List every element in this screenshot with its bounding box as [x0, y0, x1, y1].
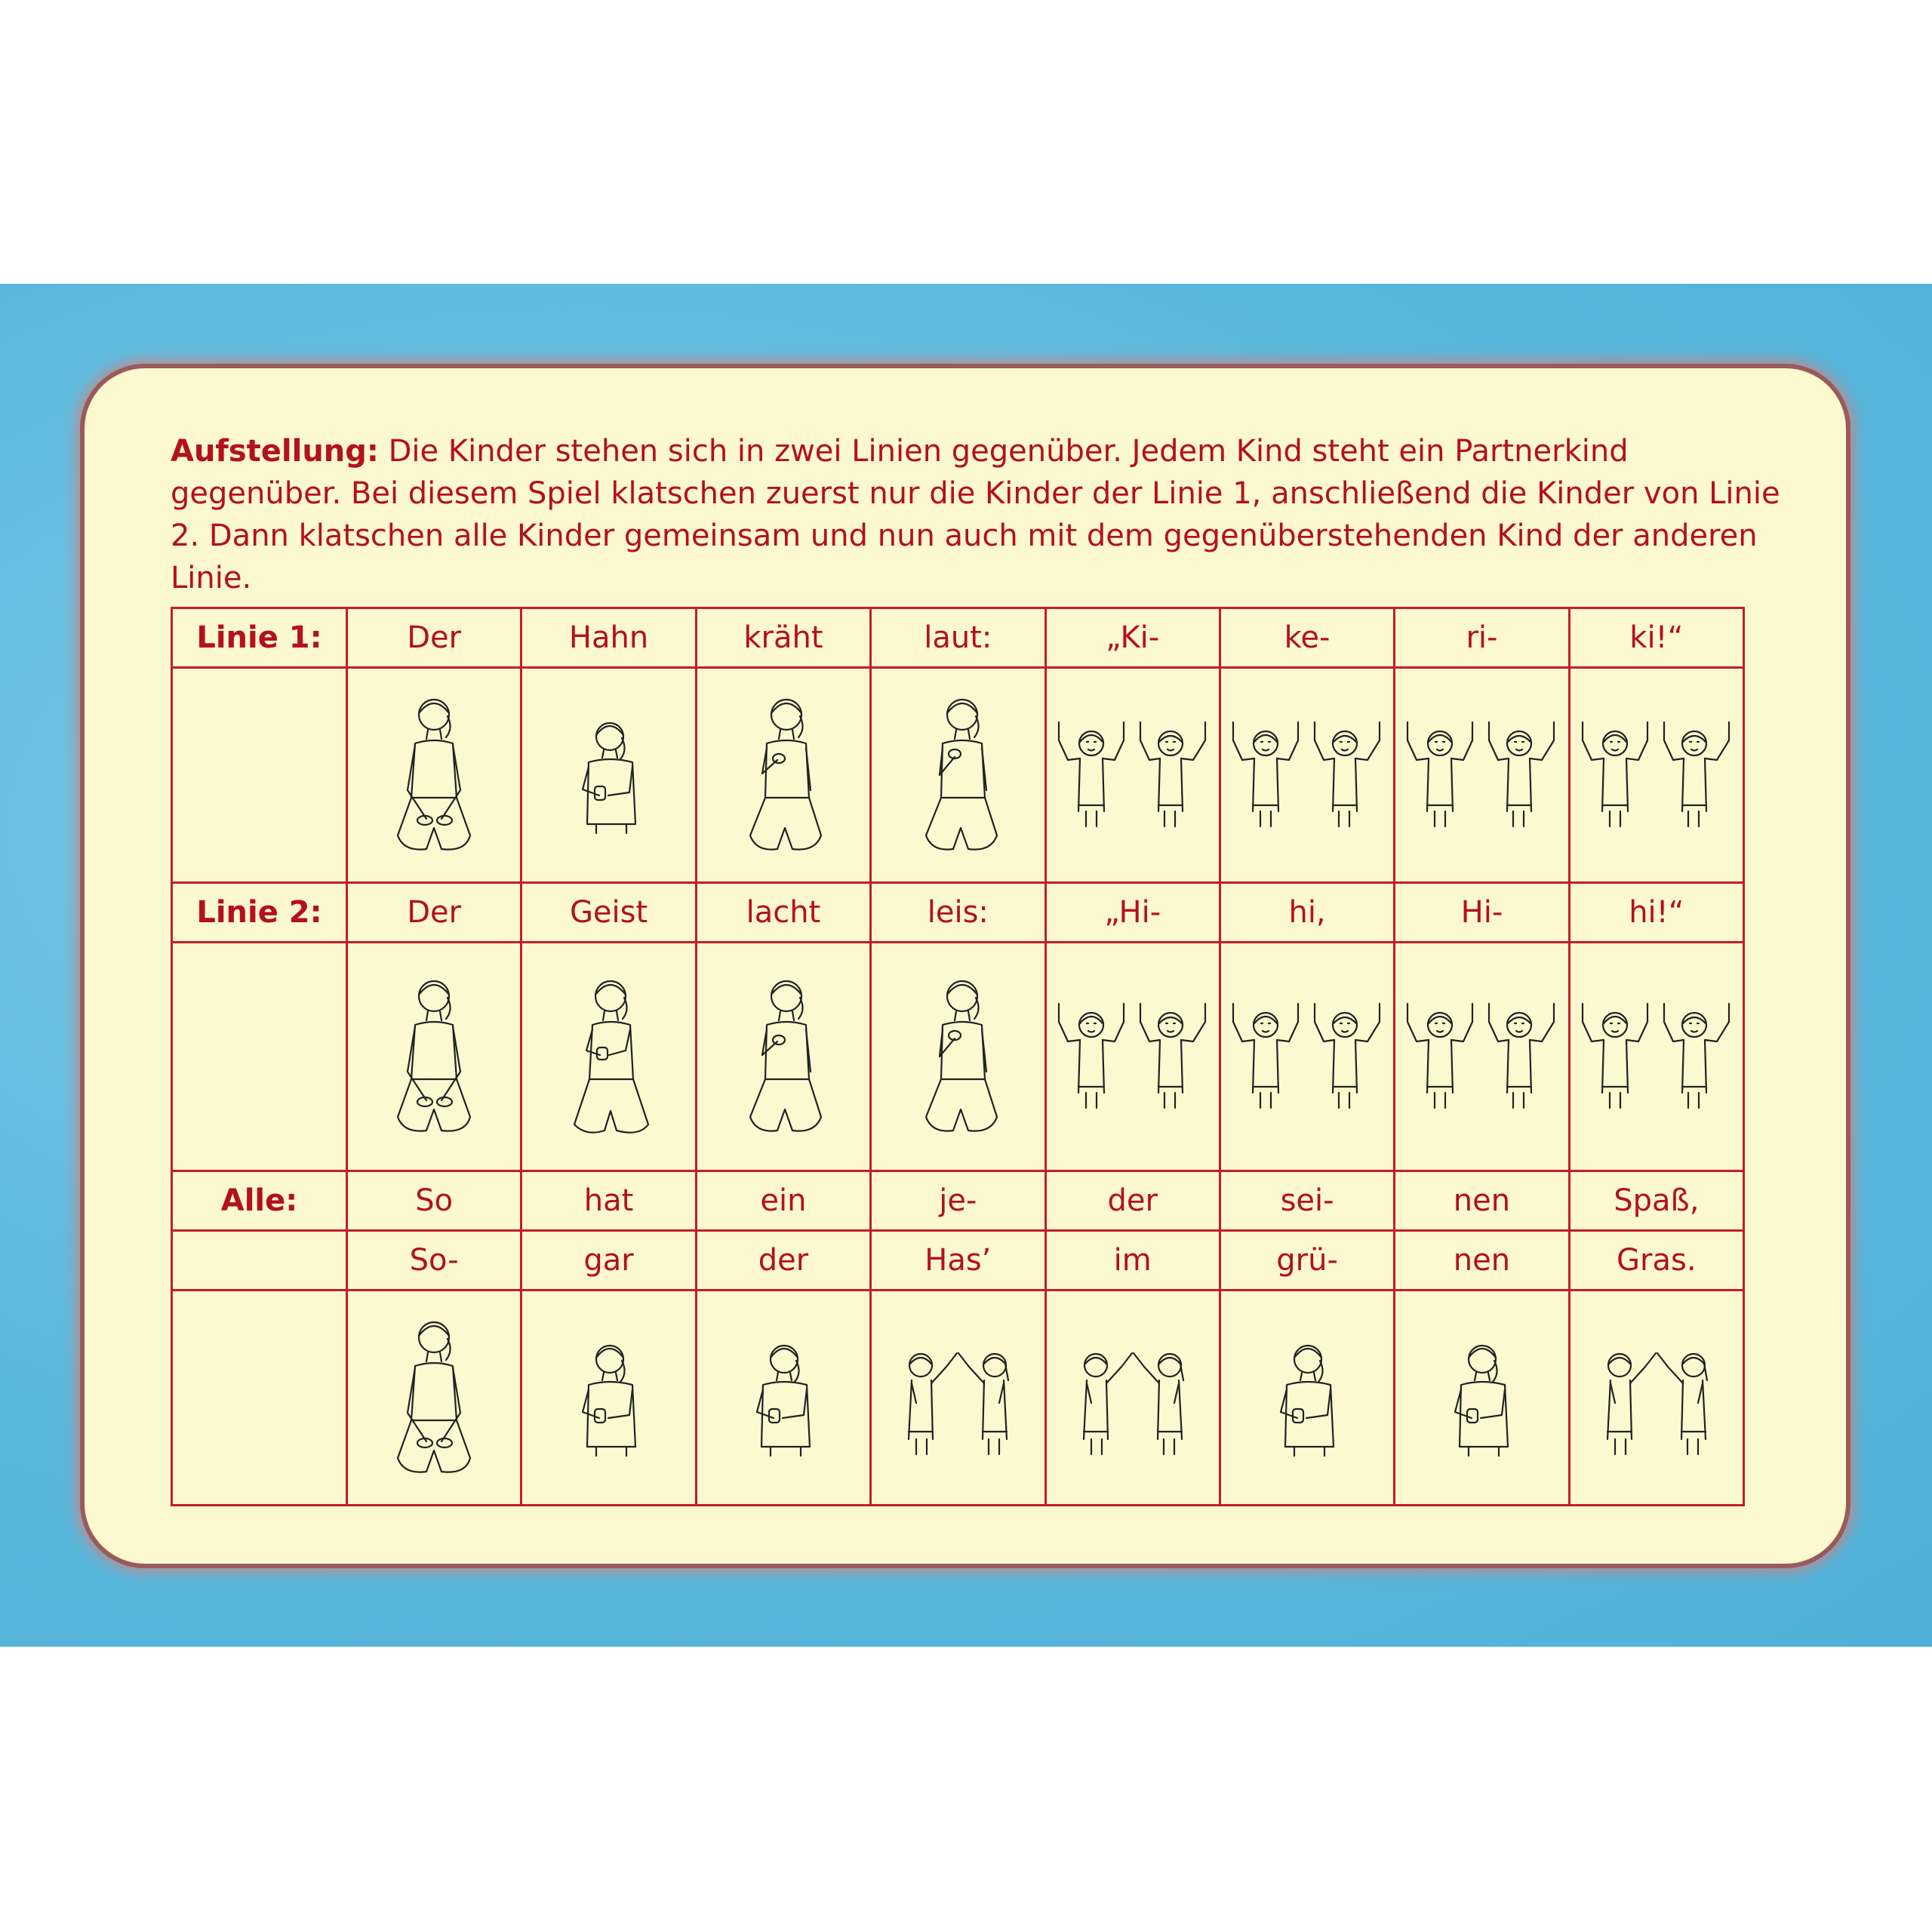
all-poses-row: [172, 1291, 1744, 1506]
syllable-cell: „Hi-: [1045, 883, 1220, 943]
all-words-row-2: [172, 1231, 1744, 1291]
row-label: Linie 1:: [172, 608, 347, 668]
pose-illustration-cell: [1569, 943, 1743, 1171]
pose-illustration-cell: [347, 943, 521, 1171]
syllable-cell: im: [1045, 1231, 1220, 1291]
empty-label-cell: [172, 1291, 347, 1506]
syllable-cell: So-: [347, 1231, 521, 1291]
pose-illustration-cell: [871, 1291, 1045, 1506]
pose-illustration-cell: [1395, 943, 1569, 1171]
syllable-cell: kräht: [696, 608, 870, 668]
syllable-cell: Gras.: [1569, 1231, 1743, 1291]
child-figure-two-hands-up: [1050, 996, 1216, 1117]
intro-text: Die Kinder stehen sich in zwei Linien gegenüber. Jedem Kind steht ein Partnerkind gegenüber. Bei diesem Spiel klatschen zuerst nur die Kinder der Linie 1, anschließend die Kinder von Linie 2. Dann klatschen alle Kinder gemeinsam und nun auch mit dem gegenüberstehenden Kind der anderen Linie.: [171, 434, 1780, 595]
syllable-cell: So: [347, 1171, 521, 1231]
syllable-cell: sei-: [1220, 1171, 1394, 1231]
pose-illustration-cell: [347, 668, 521, 883]
clapping-table: [171, 607, 1745, 1506]
child-figure-kneel-lap: [381, 1307, 487, 1488]
syllable-cell: leis:: [871, 883, 1045, 943]
pose-illustration-cell: [521, 668, 696, 883]
child-figure-hand-shoulder: [905, 966, 1011, 1147]
pose-illustration-cell: [1045, 668, 1220, 883]
intro-paragraph: [171, 430, 1793, 599]
child-figure-two-hands-up: [1224, 996, 1390, 1117]
child-figure-hands-together: [560, 1334, 658, 1462]
pose-illustration-cell: [696, 668, 870, 883]
pose-illustration-cell: [1395, 668, 1569, 883]
row-label: Alle:: [172, 1171, 347, 1231]
child-figure-two-hands-up: [1398, 996, 1564, 1117]
syllable-cell: lacht: [696, 883, 870, 943]
child-figure-kneel-lap: [381, 966, 487, 1147]
pose-illustration-cell: [696, 1291, 870, 1506]
child-figure-partner-clap: [894, 1334, 1022, 1462]
empty-label-cell: [172, 668, 347, 883]
pose-illustration-cell: [871, 668, 1045, 883]
syllable-cell: der: [1045, 1171, 1220, 1231]
child-figure-hands-together: [560, 711, 658, 839]
all-words-row-1: [172, 1171, 1744, 1231]
syllable-cell: Der: [347, 608, 521, 668]
pose-illustration-cell: [1395, 1291, 1569, 1506]
syllable-cell: Has’: [871, 1231, 1045, 1291]
syllable-cell: der: [696, 1231, 870, 1291]
syllable-cell: ein: [696, 1171, 870, 1231]
empty-label-cell: [172, 943, 347, 1171]
syllable-cell: Geist: [521, 883, 696, 943]
syllable-cell: hi!“: [1569, 883, 1743, 943]
syllable-cell: je-: [871, 1171, 1045, 1231]
child-figure-two-hands-up: [1398, 715, 1564, 835]
pose-illustration-cell: [521, 1291, 696, 1506]
child-figure-two-hands-up: [1574, 715, 1740, 835]
syllable-cell: Hahn: [521, 608, 696, 668]
child-figure-partner-clap: [1592, 1334, 1721, 1462]
child-figure-hand-shoulder: [905, 685, 1011, 866]
pose-illustration-cell: [1220, 1291, 1394, 1506]
pose-illustration-cell: [1569, 1291, 1743, 1506]
line2-words-row: [172, 883, 1744, 943]
line1-poses-row: [172, 668, 1744, 883]
syllable-cell: nen: [1395, 1171, 1569, 1231]
pose-illustration-cell: [871, 943, 1045, 1171]
syllable-cell: ri-: [1395, 608, 1569, 668]
syllable-cell: laut:: [871, 608, 1045, 668]
syllable-cell: ke-: [1220, 608, 1394, 668]
line1-words-row: [172, 608, 1744, 668]
child-figure-hands-together: [1258, 1334, 1356, 1462]
child-figure-two-hands-up: [1574, 996, 1740, 1117]
pose-illustration-cell: [1045, 943, 1220, 1171]
child-figure-hand-chest: [731, 966, 836, 1147]
child-figure-two-hands-up: [1224, 715, 1390, 835]
syllable-cell: Der: [347, 883, 521, 943]
row-label: Linie 2:: [172, 883, 347, 943]
child-figure-partner-clap: [1069, 1334, 1197, 1462]
pose-illustration-cell: [1045, 1291, 1220, 1506]
syllable-cell: grü-: [1220, 1231, 1394, 1291]
pose-illustration-cell: [521, 943, 696, 1171]
child-figure-hands-together: [734, 1334, 832, 1462]
pose-illustration-cell: [1569, 668, 1743, 883]
line2-poses-row: [172, 943, 1744, 1171]
intro-lead: Aufstellung:: [171, 434, 379, 469]
child-figure-two-hands-up: [1050, 715, 1216, 835]
pose-illustration-cell: [696, 943, 870, 1171]
syllable-cell: ki!“: [1569, 608, 1743, 668]
pose-illustration-cell: [1220, 668, 1394, 883]
syllable-cell: Spaß,: [1569, 1171, 1743, 1231]
row-label: [172, 1231, 347, 1291]
syllable-cell: nen: [1395, 1231, 1569, 1291]
child-figure-hands-together: [1432, 1334, 1531, 1462]
syllable-cell: „Ki-: [1045, 608, 1220, 668]
syllable-cell: hi,: [1220, 883, 1394, 943]
pose-illustration-cell: [1220, 943, 1394, 1171]
child-figure-hand-chest: [731, 685, 836, 866]
child-figure-kneel-clap: [556, 966, 662, 1147]
pose-illustration-cell: [347, 1291, 521, 1506]
syllable-cell: hat: [521, 1171, 696, 1231]
syllable-cell: Hi-: [1395, 883, 1569, 943]
child-figure-kneel-lap: [381, 685, 487, 866]
syllable-cell: gar: [521, 1231, 696, 1291]
